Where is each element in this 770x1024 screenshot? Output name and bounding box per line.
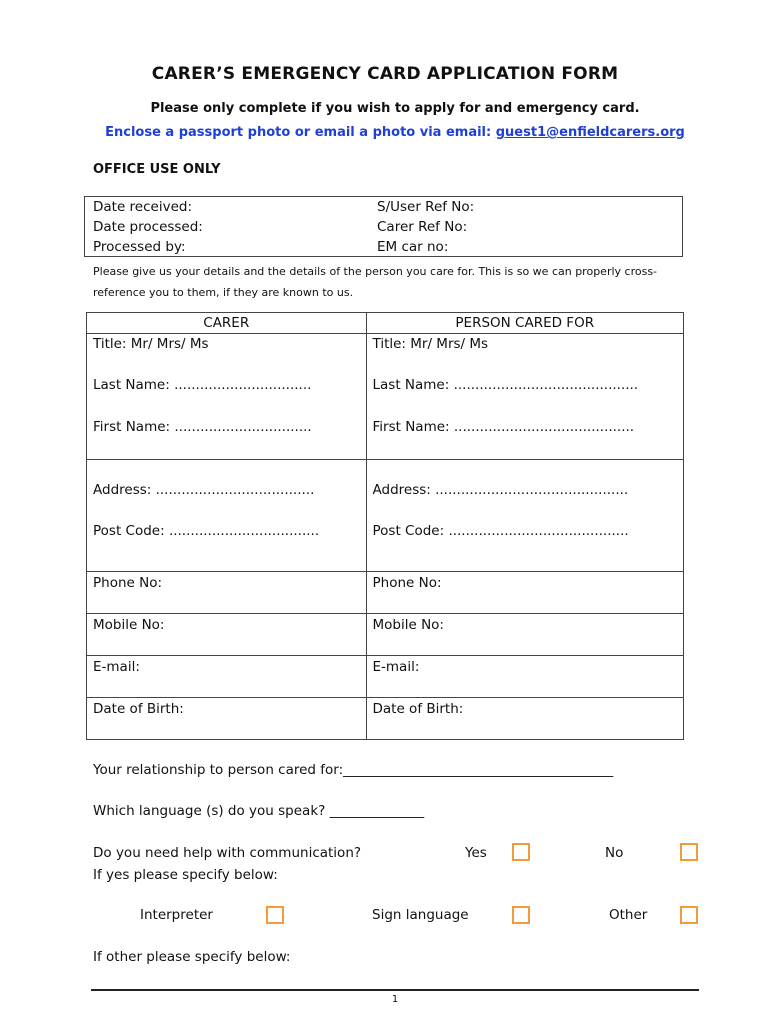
date-received-field[interactable]: Date received: <box>93 199 193 215</box>
other-label: Other <box>609 907 648 923</box>
date-processed-field[interactable]: Date processed: <box>93 219 203 235</box>
carer-ref-field[interactable]: Carer Ref No: <box>377 219 468 235</box>
cared-email-field[interactable]: E-mail: <box>372 659 420 675</box>
interpreter-checkbox[interactable] <box>266 906 284 924</box>
carer-header: CARER <box>87 313 367 334</box>
no-checkbox[interactable] <box>680 843 698 861</box>
email-link[interactable]: guest1@enfieldcarers.org <box>495 125 685 140</box>
carer-dob-cell <box>87 698 367 740</box>
cared-address-cell <box>366 460 684 572</box>
intro-text: Please give us your details and the details of the person you care for. This is so we can properly cross-reference you to them, if they are known to us. <box>93 265 658 299</box>
no-label: No <box>605 845 624 861</box>
subtitle: Please only complete if you wish to apply for and emergency card. <box>150 101 640 116</box>
cared-phone-cell <box>366 572 684 614</box>
communication-question: Do you need help with communication? <box>93 845 362 861</box>
carer-postcode-field[interactable]: Post Code: ................................... <box>93 523 320 539</box>
cared-email-cell <box>366 656 684 698</box>
cared-postcode-field[interactable]: Post Code: .......................................... <box>372 523 629 539</box>
cared-dob-cell <box>366 698 684 740</box>
carer-names-cell <box>87 334 367 460</box>
footer-divider <box>91 989 699 991</box>
relationship-question <box>93 762 613 778</box>
em-card-field[interactable]: EM car no: <box>377 239 449 255</box>
language-question[interactable]: Which language (s) do you speak? ______________ <box>93 803 425 819</box>
sign-language-label: Sign language <box>372 907 469 923</box>
details-table <box>86 312 684 740</box>
cared-first-name-field[interactable]: First Name: .......................................... <box>372 419 635 435</box>
interpreter-label: Interpreter <box>140 907 213 923</box>
form-title: CARER’S EMERGENCY CARD APPLICATION FORM <box>151 64 619 84</box>
carer-title-field[interactable]: Title: Mr/ Mrs/ Ms <box>93 336 209 352</box>
office-use-box <box>84 196 683 257</box>
photo-note-text: Enclose a passport photo or email a photo via email: <box>105 125 496 140</box>
cared-names-cell <box>366 334 684 460</box>
cared-title-field[interactable]: Title: Mr/ Mrs/ Ms <box>372 336 489 352</box>
carer-email-cell <box>87 656 367 698</box>
carer-first-name-field[interactable]: First Name: ................................ <box>93 419 312 435</box>
carer-address-field[interactable]: Address: ..................................... <box>93 482 315 498</box>
sign-language-checkbox[interactable] <box>512 906 530 924</box>
yes-label: Yes <box>465 845 487 861</box>
cared-mobile-field[interactable]: Mobile No: <box>372 617 444 633</box>
yes-checkbox[interactable] <box>512 843 530 861</box>
carer-phone-cell <box>87 572 367 614</box>
cared-mobile-cell <box>366 614 684 656</box>
if-yes-label: If yes please specify below: <box>93 867 278 883</box>
relationship-input[interactable]: ________________________________________ <box>343 762 614 778</box>
carer-address-cell <box>87 460 367 572</box>
photo-note <box>0 125 770 140</box>
carer-phone-field[interactable]: Phone No: <box>93 575 163 591</box>
cared-header: PERSON CARED FOR <box>366 313 684 334</box>
cared-address-field[interactable]: Address: ............................................. <box>372 482 629 498</box>
relationship-label: Your relationship to person cared for: <box>93 762 344 778</box>
office-use-heading: OFFICE USE ONLY <box>93 162 221 177</box>
cared-phone-field[interactable]: Phone No: <box>372 575 442 591</box>
suser-ref-field[interactable]: S/User Ref No: <box>377 199 475 215</box>
cared-dob-field[interactable]: Date of Birth: <box>372 701 464 717</box>
carer-dob-field[interactable]: Date of Birth: <box>93 701 184 717</box>
carer-email-field[interactable]: E-mail: <box>93 659 140 675</box>
other-checkbox[interactable] <box>680 906 698 924</box>
processed-by-field[interactable]: Processed by: <box>93 239 186 255</box>
cared-last-name-field[interactable]: Last Name: ........................................... <box>372 377 639 393</box>
if-other-label: If other please specify below: <box>93 949 291 965</box>
page-number: 1 <box>391 994 399 1005</box>
carer-mobile-field[interactable]: Mobile No: <box>93 617 165 633</box>
carer-mobile-cell <box>87 614 367 656</box>
carer-last-name-field[interactable]: Last Name: ................................ <box>93 377 312 393</box>
